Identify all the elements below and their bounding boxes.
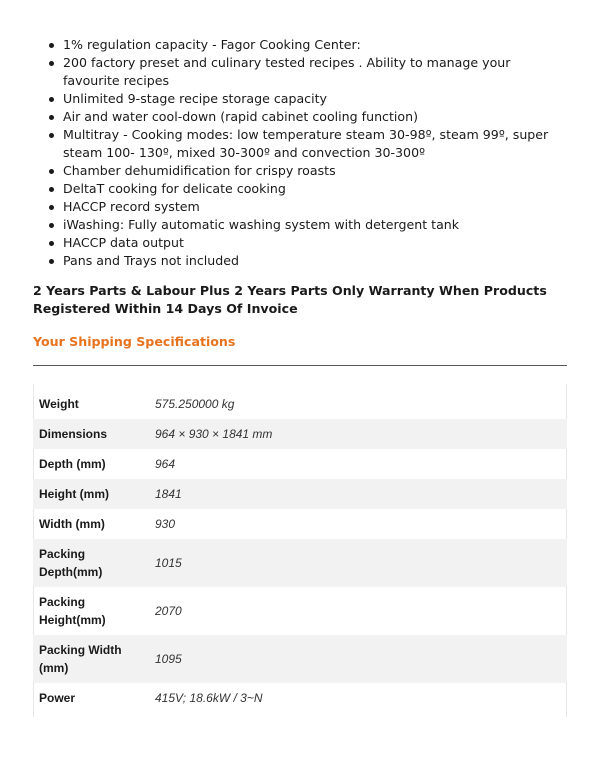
table-row: [33, 587, 567, 635]
spec-value: 1095: [155, 652, 182, 666]
spec-label: Packing Height(mm): [39, 595, 106, 627]
spec-value: 964 × 930 × 1841 mm: [155, 427, 273, 441]
table-row: [33, 449, 567, 479]
feature-item: 1% regulation capacity - Fagor Cooking Center:: [45, 36, 565, 54]
table-row: [33, 509, 567, 539]
spec-value: 415V; 18.6kW / 3~N: [155, 691, 263, 705]
feature-item: DeltaT cooking for delicate cooking: [45, 180, 565, 198]
spec-value: 575.250000 kg: [155, 397, 235, 411]
feature-item: 200 factory preset and culinary tested recipes . Ability to manage your favourite recipes: [45, 54, 565, 90]
spec-label: Packing Width (mm): [39, 643, 122, 675]
spec-label: Weight: [39, 397, 79, 411]
warranty-note: 2 Years Parts & Labour Plus 2 Years Parts Only Warranty When Products Registered Within 14 Days Of Invoice: [33, 283, 547, 316]
feature-item: Chamber dehumidification for crispy roasts: [45, 162, 565, 180]
feature-item: iWashing: Fully automatic washing system with detergent tank: [45, 216, 565, 234]
feature-item: Unlimited 9-stage recipe storage capacity: [45, 90, 565, 108]
spec-label: Power: [39, 691, 76, 705]
spec-table: [33, 389, 567, 713]
spec-value: 964: [155, 457, 176, 471]
spec-value: 2070: [155, 604, 182, 618]
spec-label: Packing Depth(mm): [39, 547, 103, 579]
feature-item: Multitray - Cooking modes: low temperature steam 30-98º, steam 99º, super steam 100- 130º, mixed 30-300º and convection 30-300º: [45, 126, 565, 162]
spec-label: Depth (mm): [39, 457, 106, 471]
feature-item: Pans and Trays not included: [45, 252, 565, 270]
spec-value: 930: [155, 517, 176, 531]
shipping-title: Your Shipping Specifications: [33, 334, 236, 349]
feature-item: Air and water cool-down (rapid cabinet cooling function): [45, 108, 565, 126]
spec-label: Width (mm): [39, 517, 105, 531]
table-row: [33, 479, 567, 509]
table-row: [33, 419, 567, 449]
divider: [33, 365, 567, 366]
table-row: [33, 635, 567, 683]
spec-label: Dimensions: [39, 427, 108, 441]
table-row: [33, 539, 567, 587]
spec-label: Height (mm): [39, 487, 109, 501]
spec-value: 1015: [155, 556, 182, 570]
spec-value: 1841: [155, 487, 182, 501]
table-row: [33, 683, 567, 713]
feature-list: [45, 36, 565, 270]
feature-item: HACCP record system: [45, 198, 565, 216]
feature-item: HACCP data output: [45, 234, 565, 252]
table-row: [33, 389, 567, 419]
